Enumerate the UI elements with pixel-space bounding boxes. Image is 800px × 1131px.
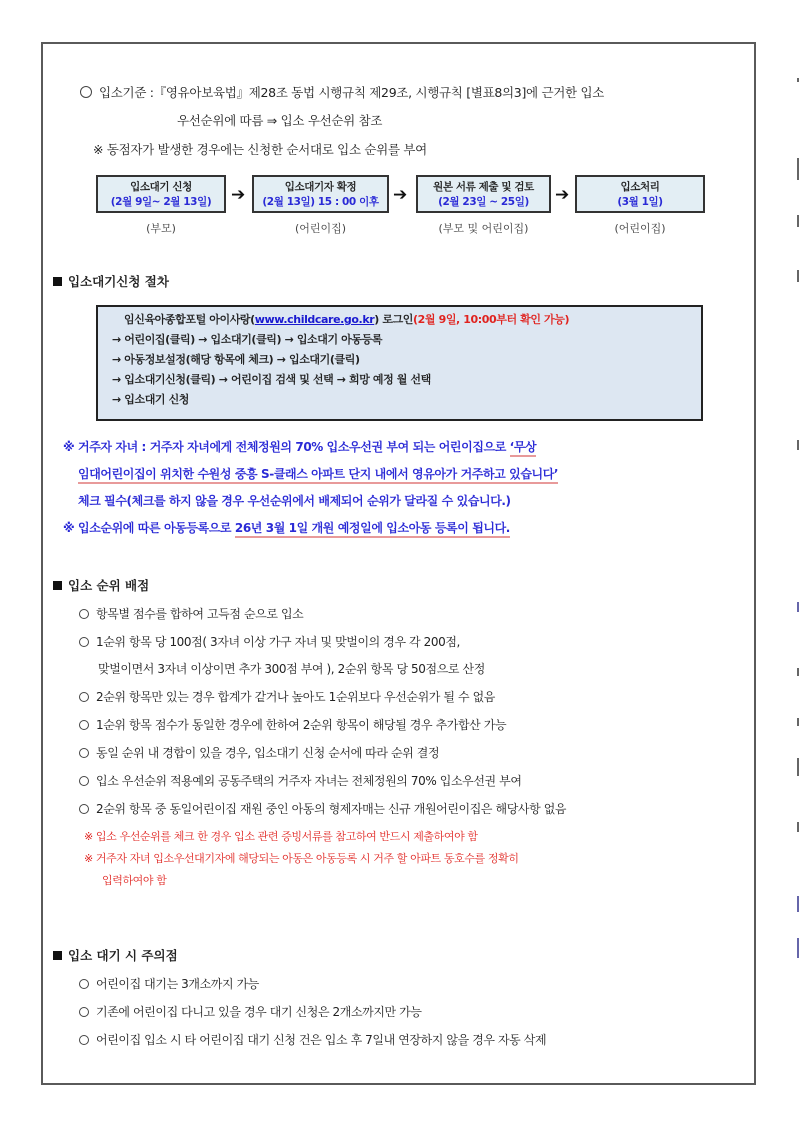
clipped-edge-fragment [797, 215, 799, 227]
admission-criteria-line2: 우선순위에 따름 ⇒ 입소 우선순위 참조 [177, 113, 383, 128]
portal-prefix: 임신육아종합포털 아이사랑( [124, 313, 255, 326]
ranking-red-note: ※ 거주자 자녀 입소우선대기자에 해당되는 아동은 아동등록 시 거주 할 아파트 동호수를 정확히 [84, 852, 519, 865]
caution-item-text: 어린이집 대기는 3개소까지 가능 [96, 977, 259, 991]
clipped-edge-fragment [797, 718, 799, 726]
resident-note-quote-start: ‘무상 [510, 440, 537, 457]
ranking-item [79, 605, 303, 622]
caution-item-text: 어린이집 입소 시 타 어린이집 대기 신청 건은 입소 후 7일내 연장하지 않을 경우 자동 삭제 [96, 1033, 547, 1047]
cautions-title: 입소 대기 시 주의점 [68, 948, 178, 963]
circle-bullet-icon [79, 979, 89, 989]
resident-note-line3: 체크 필수(체크를 하지 않을 경우 우선순위에서 배제되어 순위가 달라질 수 있습니다.) [78, 494, 511, 508]
procedure-step: → 어린이집(클릭) → 입소대기(클릭) → 입소대기 아동등록 [112, 333, 383, 346]
arrow-right-icon: ➔ [231, 185, 246, 205]
flow-step-actor: (부모) [146, 222, 176, 235]
clipped-edge-fragment [797, 78, 799, 82]
clipped-edge-fragment [797, 602, 799, 612]
flow-step-confirm [252, 175, 389, 213]
procedure-portal-line [98, 310, 701, 330]
flow-step-date: (2월 13일) 15 : 00 이후 [262, 196, 379, 208]
clipped-edge-fragment [797, 270, 799, 282]
clipped-edge-fragment [797, 758, 799, 776]
arrow-right-icon: ➔ [555, 185, 570, 205]
procedure-heading [53, 272, 169, 290]
caution-item [79, 975, 259, 992]
flow-step-apply [96, 175, 226, 213]
cautions-heading [53, 946, 178, 964]
procedure-step: → 입소대기 신청 [112, 393, 190, 406]
ranking-item-text: 항목별 점수를 합하여 고득점 순으로 입소 [96, 607, 304, 621]
flow-step-title: 입소대기 신청 [130, 181, 192, 193]
ranking-item-text: 입소 우선순위 적용예외 공동주택의 거주자 자녀는 전체정원의 70% 입소우선권 부여 [96, 774, 522, 788]
circle-bullet-icon [79, 609, 89, 619]
flow-step-documents [416, 175, 551, 213]
caution-item [79, 1003, 422, 1020]
admission-criteria-line1 [80, 83, 604, 101]
circle-bullet-icon [79, 720, 89, 730]
ranking-item [79, 772, 522, 789]
arrow-right-icon: ➔ [393, 185, 408, 205]
flow-step-title: 입소처리 [620, 181, 660, 193]
ranking-item-text: 1순위 항목 점수가 동일한 경우에 한하여 2순위 항목이 해당될 경우 추가합산 가능 [96, 718, 507, 732]
childcare-portal-link[interactable]: www.childcare.go.kr [254, 313, 375, 326]
ranking-item-text: 2순위 항목 중 동일어린이집 재원 중인 아동의 형제자매는 신규 개원어린이집은 해당사항 없음 [96, 802, 567, 816]
square-bullet-icon [53, 581, 62, 590]
ranking-item [79, 800, 566, 817]
circle-bullet-icon [79, 1035, 89, 1045]
flow-step-actor: (부모 및 어린이집) [438, 222, 529, 235]
circle-bullet-icon [79, 1007, 89, 1017]
registration-note-text: ※ 입소순위에 따른 아동등록으로 [63, 521, 235, 535]
procedure-step: → 입소대기신청(클릭) → 어린이집 검색 및 선택 → 희망 예정 월 선택 [112, 373, 431, 386]
admission-criteria-text: 입소기준 :『영유아보육법』제28조 동법 시행규칙 제29조, 시행규칙 [별표8의3]에 근거한 입소 [99, 85, 605, 100]
resident-note-line1 [63, 438, 536, 455]
clipped-edge-fragment [797, 158, 799, 180]
circle-bullet-icon [79, 804, 89, 814]
circle-bullet-icon [79, 776, 89, 786]
flow-step-title: 원본 서류 제출 및 검토 [433, 181, 534, 193]
resident-note-line2 [78, 465, 558, 482]
procedure-box [96, 305, 703, 421]
flow-step-date: (2월 9일~ 2월 13일) [110, 196, 212, 208]
ranking-item-text: 1순위 항목 당 100점( 3자녀 이상 가구 자녀 및 맞벌이의 경우 각 200점, [96, 635, 460, 649]
clipped-edge-fragment [797, 938, 799, 958]
clipped-edge-fragment [797, 668, 799, 676]
portal-availability-note: (2월 9일, 10:00부터 확인 가능) [413, 313, 570, 326]
resident-note-text: ※ 거주자 자녀 : 거주자 자녀에게 전체정원의 70% 입소우선권 부여 되는 어린이집으로 [63, 440, 510, 454]
ranking-item [79, 716, 506, 733]
flow-step-actor: (어린이집) [294, 222, 347, 235]
ranking-item [79, 744, 439, 761]
flow-step-date: (3월 1일) [617, 196, 663, 208]
circle-bullet-icon [79, 692, 89, 702]
flow-step-title: 입소대기자 확정 [284, 181, 357, 193]
ranking-item [79, 633, 460, 650]
square-bullet-icon [53, 951, 62, 960]
ranking-item [79, 688, 495, 705]
procedure-step: → 아동정보설정(해당 항목에 체크) → 입소대기(클릭) [112, 353, 360, 366]
flow-step-actor: (어린이집) [614, 222, 666, 235]
circle-bullet-icon [79, 637, 89, 647]
ranking-heading [53, 576, 149, 594]
portal-suffix: ) 로그인 [374, 313, 414, 326]
procedure-title: 입소대기신청 절차 [68, 274, 169, 289]
ranking-item-text: 동일 순위 내 경합이 있을 경우, 입소대기 신청 순서에 따라 순위 결정 [96, 746, 440, 760]
registration-note-date: 26년 3월 1일 개원 예정일에 입소아동 등록이 됩니다. [235, 521, 510, 538]
circle-bullet-icon [80, 86, 92, 98]
caution-item [79, 1031, 546, 1048]
flow-step-admission [575, 175, 705, 213]
circle-bullet-icon [79, 748, 89, 758]
ranking-item-text: 2순위 항목만 있는 경우 합계가 같거나 높아도 1순위보다 우선순위가 될 수 없음 [96, 690, 495, 704]
square-bullet-icon [53, 277, 62, 286]
clipped-edge-fragment [797, 822, 799, 832]
ranking-red-note-continuation: 입력하여야 함 [102, 874, 167, 887]
ranking-title: 입소 순위 배점 [68, 578, 150, 593]
resident-note-quote: 임대어린이집이 위치한 수원성 중흥 S-클래스 아파트 단지 내에서 영유아가 거주하고 있습니다’ [78, 467, 558, 484]
flow-step-date: (2월 23일 ~ 25일) [438, 196, 529, 208]
clipped-edge-fragment [797, 440, 799, 450]
tie-breaker-note: ※ 동점자가 발생한 경우에는 신청한 순서대로 입소 순위를 부여 [93, 142, 427, 157]
registration-note [63, 519, 510, 536]
caution-item-text: 기존에 어린이집 다니고 있을 경우 대기 신청은 2개소까지만 가능 [96, 1005, 422, 1019]
ranking-item-continuation: 맞벌이면서 3자녀 이상이면 추가 300점 부여 ), 2순위 항목 당 50점으로 산정 [98, 662, 485, 676]
clipped-edge-fragment [797, 896, 799, 912]
ranking-red-note: ※ 입소 우선순위를 체크 한 경우 입소 관련 증빙서류를 참고하여 반드시 제출하여야 함 [84, 830, 478, 843]
